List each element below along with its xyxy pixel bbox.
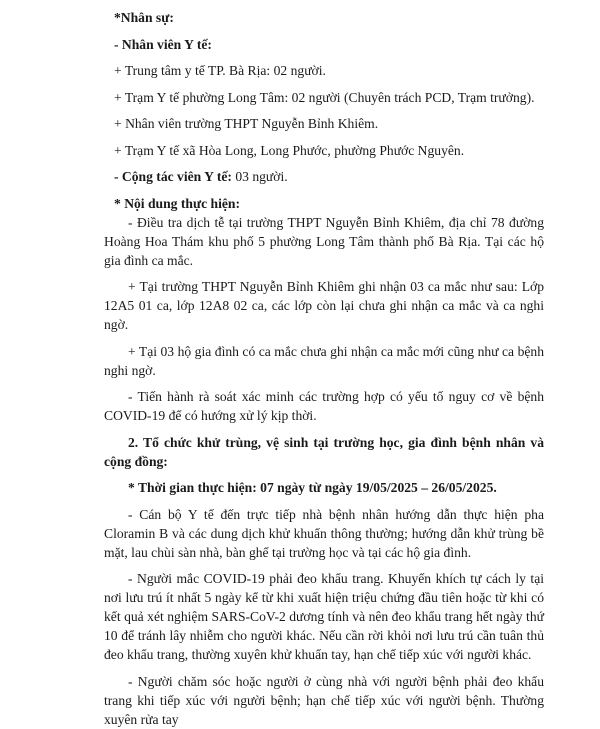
medical-staff-heading: - Nhân viên Y tế:: [114, 36, 212, 52]
paragraph-school-cases: + Tại trường THPT Nguyễn Bỉnh Khiêm ghi nhận 03 ca mắc như sau: Lớp 12A5 01 ca, lớp 12A8 02 ca, các lớp còn lại chưa ghi nhận ca mắc và ca nghi ngờ.: [104, 279, 544, 332]
staff-item-2: + Trạm Y tế phường Long Tâm: 02 người (Chuyên trách PCD, Trạm trưởng).: [114, 89, 535, 105]
content-heading: * Nội dung thực hiện:: [114, 195, 240, 211]
collaborators-line: - Cộng tác viên Y tế: 03 người.: [114, 169, 288, 184]
paragraph-investigation: - Điều tra dịch tễ tại trường THPT Nguyễn Bỉnh Khiêm, địa chỉ 78 đường Hoàng Hoa Thám khu phố 5 phường Long Tâm thành phố Bà Rịa. Tại các hộ gia đình ca mắc.: [104, 214, 544, 268]
staff-item-3: + Nhân viên trường THPT Nguyễn Bỉnh Khiêm.: [114, 116, 379, 131]
paragraph-caregiver: - Người chăm sóc hoặc người ở cùng nhà với người bệnh phải đeo khẩu trang khi tiếp xúc với người bệnh; hạn chế tiếp xúc với người bệnh. Thường xuyên rửa tay: [104, 673, 544, 727]
paragraph-household-cases: + Tại 03 hộ gia đình có ca mắc chưa ghi nhận ca mắc mới cũng như ca bệnh nghi ngờ.: [104, 343, 544, 378]
staff-item-1: + Trung tâm y tế TP. Bà Rịa: 02 người.: [114, 63, 326, 78]
paragraph-disinfection: - Cán bộ Y tế đến trực tiếp nhà bệnh nhân hướng dẫn thực hiện pha Cloramin B và các dung dịch khử khuẩn thông thường; hướng dẫn khử trùng bề mặt, lau chùi sàn nhà, bàn ghế tại trường học và tại các hộ gia đình.: [104, 506, 544, 560]
section-staff-heading: *Nhân sự:: [114, 10, 174, 25]
section-2-heading: 2. Tổ chức khử trùng, vệ sinh tại trường học, gia đình bệnh nhân và cộng đồng:: [104, 434, 544, 469]
time-heading: * Thời gian thực hiện: 07 ngày từ ngày 19/05/2025 – 26/05/2025.: [128, 480, 497, 495]
staff-item-4: + Trạm Y tế xã Hòa Long, Long Phước, phường Phước Nguyên.: [114, 142, 465, 158]
paragraph-risk-review: - Tiến hành rà soát xác minh các trường hợp có yếu tố nguy cơ về bệnh COVID-19 để có hướng xử lý kịp thời.: [104, 389, 544, 423]
paragraph-mask-guidance: - Người mắc COVID-19 phải đeo khẩu trang. Khuyến khích tự cách ly tại nơi lưu trú ít nhất 5 ngày kể từ khi xuất hiện triệu chứng đầu tiên hoặc từ khi có kết quả xét nghiệm SARS-CoV-2 dương tính và nên đeo khẩu trang hết ngày thứ 10 để tránh lây nhiễm cho người khác. Nếu cần rời khỏi nơi lưu trú cần tuân thủ đeo khẩu trang, thường xuyên khử khuẩn tay, hạn chế tiếp xúc với người khác.: [104, 571, 544, 662]
